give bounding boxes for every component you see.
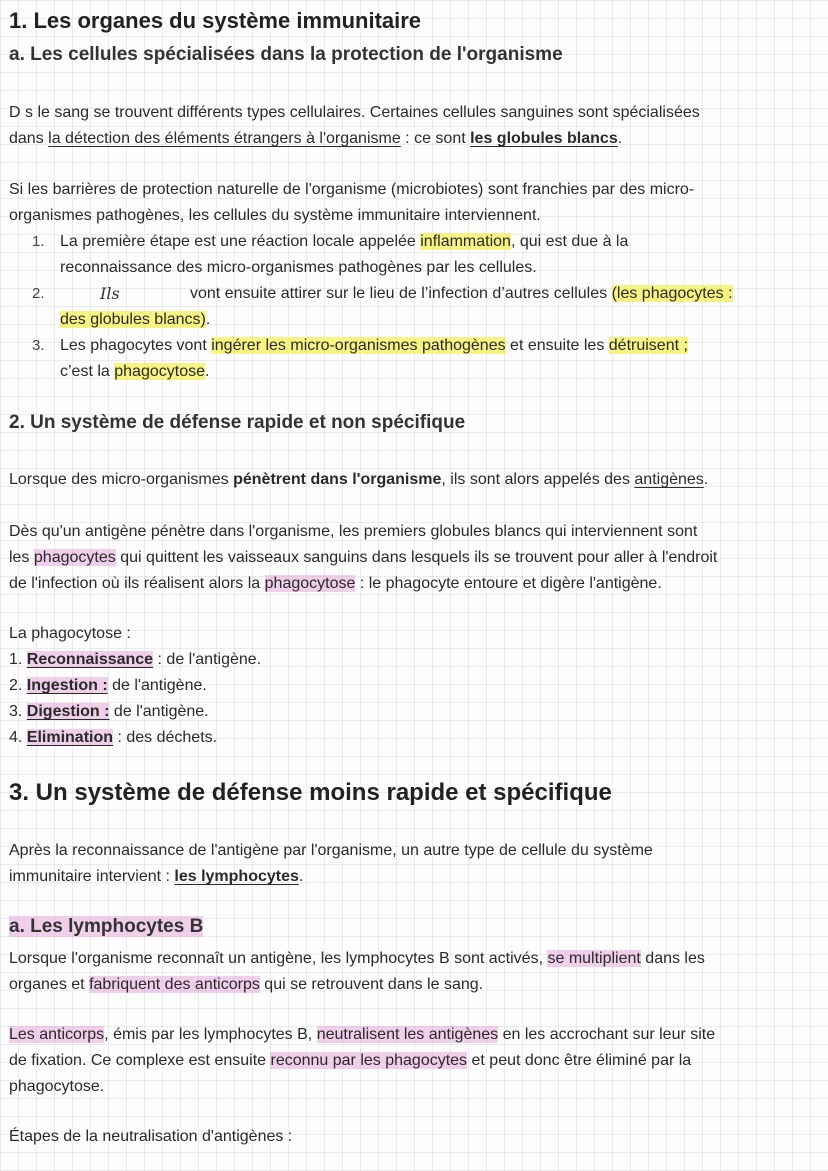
step-number: 3. xyxy=(9,703,27,720)
step-term: Ingestion : xyxy=(26,677,108,694)
phagocytose-step-1 xyxy=(9,647,808,673)
highlight-pink: neutralisent les antigènes xyxy=(316,1026,499,1043)
text: Lorsque des micro-organismes xyxy=(9,471,234,488)
section-1-title: 1. Les organes du système immunitaire xyxy=(9,8,422,33)
text: de fixation. Ce complexe est ensuite xyxy=(9,1052,271,1069)
phagocytose-step-2 xyxy=(9,673,808,699)
step-text: : des déchets. xyxy=(113,729,218,746)
paragraph-2 xyxy=(9,177,808,229)
paragraph-1-line-1: D s le sang se trouvent différents types cellulaires. Certaines cellules sanguines sont spécialisées xyxy=(9,104,700,121)
list-item-2 xyxy=(0,281,828,307)
list-item-1-line-2: reconnaissance des micro-organismes pathogènes par les cellules. xyxy=(60,259,537,276)
paragraph-1 xyxy=(9,100,808,152)
step-number: 1. xyxy=(9,651,27,668)
text: . xyxy=(205,311,211,328)
paragraph-7-line-1 xyxy=(9,1022,808,1048)
highlight-pink: se multiplient xyxy=(547,950,641,967)
paragraph-6 xyxy=(9,946,808,998)
bold-text: pénètrent dans l'organisme xyxy=(233,471,442,488)
text: de l'infection où ils réalisent alors la xyxy=(9,575,265,592)
paragraph-5 xyxy=(9,838,808,890)
highlight-yellow: (les phagocytes : xyxy=(611,285,733,302)
step-term: Reconnaissance xyxy=(26,651,154,668)
list-item-2-line-2 xyxy=(60,307,210,333)
text: vont ensuite attirer sur le lieu de l’infection d’autres cellules xyxy=(190,285,612,302)
list-item-3 xyxy=(0,333,828,359)
step-text: de l'antigène. xyxy=(107,677,207,694)
paragraph-4 xyxy=(9,519,808,597)
underlined-text: antigènes xyxy=(634,471,704,488)
highlight-pink: fabriquent des anticorps xyxy=(89,976,260,993)
bold-underlined-text: les lymphocytes xyxy=(174,868,299,885)
section-2-title: 2. Un système de défense rapide et non spécifique xyxy=(9,412,466,433)
text: , émis par les lymphocytes B, xyxy=(104,1026,317,1043)
phagocytose-step-4 xyxy=(9,725,808,751)
underlined-text: la détection des éléments étrangers à l'organisme xyxy=(48,130,401,147)
step-number: 2. xyxy=(9,677,27,694)
list-number: 3. xyxy=(32,337,45,354)
text: dans les xyxy=(640,950,705,967)
highlight-yellow: des globules blancs) xyxy=(60,311,206,328)
step-term: Digestion : xyxy=(26,703,110,720)
step-term: Elimination xyxy=(26,729,114,746)
step-text: : de l'antigène. xyxy=(153,651,262,668)
text: et ensuite les xyxy=(505,337,609,354)
text: c’est la xyxy=(60,363,115,380)
paragraph-4-line-1: Dès qu'un antigène pénètre dans l'organisme, les premiers globules blancs qui interviennent sont xyxy=(9,523,698,540)
bold-underlined-text: les globules blancs xyxy=(470,130,618,147)
text: : le phagocyte entoure et digère l'antigène. xyxy=(355,575,662,592)
text: organes et xyxy=(9,976,90,993)
text: La première étape est une réaction locale appelée xyxy=(60,233,421,250)
section-3a-title-text: a. Les lymphocytes B xyxy=(9,916,204,937)
list-item-1 xyxy=(0,229,828,255)
text: , ils sont alors appelés des xyxy=(441,471,635,488)
section-1a-title: a. Les cellules spécialisées dans la protection de l'organisme xyxy=(9,44,563,65)
text: qui se retrouvent dans le sang. xyxy=(259,976,484,993)
highlight-pink: phagocytose xyxy=(264,575,356,592)
list-number: 1. xyxy=(32,233,45,250)
step-text: de l'antigène. xyxy=(109,703,209,720)
paragraph-6-line-2 xyxy=(9,972,808,998)
list-number: 2. xyxy=(32,285,45,302)
list-item-3-line-2 xyxy=(60,359,209,385)
paragraph-8: Étapes de la neutralisation d'antigènes : xyxy=(9,1128,293,1145)
highlight-yellow: détruisent ; xyxy=(608,337,688,354)
highlight-yellow: inflammation xyxy=(420,233,511,250)
highlight-yellow: ingérer les micro-organismes pathogènes xyxy=(211,337,506,354)
text: qui quittent les vaisseaux sanguins dans lesquels ils se trouvent pour aller à l'endroit xyxy=(115,549,718,566)
section-3-title: 3. Un système de défense moins rapide et spécifique xyxy=(9,779,612,806)
highlight-yellow: phagocytose xyxy=(114,363,205,380)
paragraph-7 xyxy=(9,1022,808,1100)
paragraph-2-line-1: Si les barrières de protection naturelle de l'organisme (microbiotes) sont franchies par des micro- xyxy=(9,181,695,198)
text: et peut donc être éliminé par la xyxy=(467,1052,692,1069)
paragraph-5-line-1: Après la reconnaissance de l'antigène par l'organisme, un autre type de cellule du système xyxy=(9,842,653,859)
phagocytose-step-3 xyxy=(9,699,808,725)
highlight-pink: phagocytes xyxy=(33,549,116,566)
highlight-pink: Les anticorps xyxy=(9,1026,105,1043)
text: Les phagocytes vont xyxy=(60,337,212,354)
paragraph-7-line-2 xyxy=(9,1048,808,1074)
text: les xyxy=(9,549,34,566)
text: . xyxy=(617,130,623,147)
paragraph-4-line-3 xyxy=(9,571,808,597)
highlight-pink: reconnu par les phagocytes xyxy=(270,1052,468,1069)
paragraph-4-line-2 xyxy=(9,545,808,571)
paragraph-5-line-2 xyxy=(9,864,808,890)
paragraph-6-line-1 xyxy=(9,946,808,972)
paragraph-2-line-2: organismes pathogènes, les cellules du système immunitaire interviennent. xyxy=(9,207,541,224)
phagocytose-title: La phagocytose : xyxy=(9,625,131,642)
handwritten-text: Ils xyxy=(100,284,120,303)
text: . xyxy=(703,471,709,488)
text: . xyxy=(204,363,210,380)
text: immunitaire intervient : xyxy=(9,868,175,885)
section-3a-title xyxy=(9,916,808,938)
text: : ce sont xyxy=(400,130,471,147)
text: . xyxy=(298,868,304,885)
phagocytose-list xyxy=(9,621,808,751)
text: , qui est due à la xyxy=(510,233,629,250)
text: Lorsque l'organisme reconnaît un antigène, les lymphocytes B sont activés, xyxy=(9,950,548,967)
paragraph-7-line-3: phagocytose. xyxy=(9,1078,105,1095)
paragraph-3 xyxy=(9,467,808,493)
step-number: 4. xyxy=(9,729,27,746)
text: dans xyxy=(9,130,49,147)
text: en les accrochant sur leur site xyxy=(498,1026,716,1043)
paragraph-1-line-2 xyxy=(9,126,808,152)
